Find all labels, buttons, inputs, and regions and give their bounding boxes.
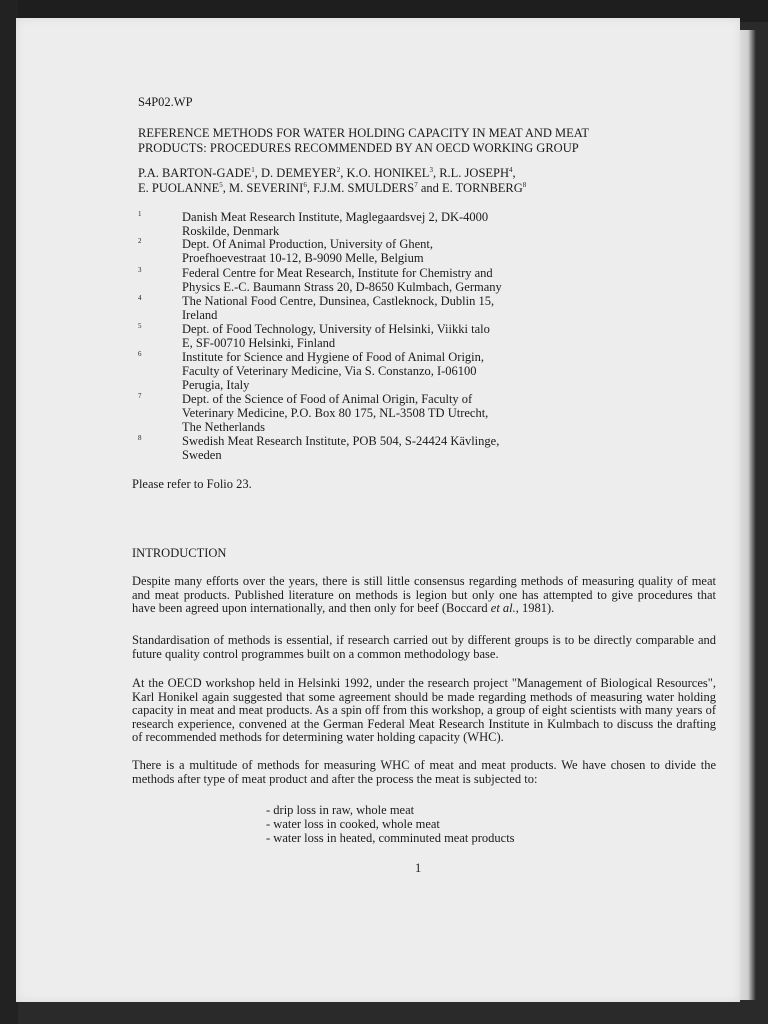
author-superscript: 7 xyxy=(414,180,418,189)
affiliation-line: Dept. of Food Technology, University of Helsinki, Viikki talo xyxy=(182,322,490,336)
affiliation-line: Sweden xyxy=(182,447,222,462)
author-superscript: 8 xyxy=(522,180,527,189)
page-content xyxy=(16,18,740,1002)
file-id: S4P02.WP xyxy=(138,95,193,109)
affiliation-text xyxy=(182,393,488,434)
paragraph-italic: et al. xyxy=(490,601,516,615)
affiliation-line: The National Food Centre, Dunsinea, Castleknock, Dublin 15, xyxy=(182,294,495,308)
author-superscript: 4 xyxy=(509,165,513,174)
author-name: E. PUOLANNE xyxy=(138,181,220,195)
author-list xyxy=(138,166,526,196)
affiliation-number: 2 xyxy=(138,237,142,245)
affiliation-line: Dept. Of Animal Production, University of Ghent, xyxy=(182,237,434,251)
author-separator: , xyxy=(512,166,516,180)
folio-note: Please refer to Folio 23. xyxy=(132,477,252,491)
affiliation-number: 5 xyxy=(138,322,142,330)
list-item: - water loss in heated, comminuted meat products xyxy=(266,831,515,845)
affiliation-number: 1 xyxy=(138,210,142,218)
author-name: , F.J.M. SMULDERS xyxy=(306,181,415,195)
author-superscript: 2 xyxy=(336,165,341,174)
affiliation-text xyxy=(182,267,502,295)
author-superscript: 1 xyxy=(251,165,255,174)
list-item: - drip loss in raw, whole meat xyxy=(266,803,415,817)
author-name: , K.O. HONIKEL xyxy=(340,166,430,180)
author-superscript: 3 xyxy=(429,165,433,174)
paragraph-text: Despite many efforts over the years, there is still little consensus regarding methods of measuring quality of meat and meat products. Published literature on methods is legion but only one has attempted to give procedures that have been agreed upon internationally, and then only for beef (Boccard xyxy=(132,574,716,615)
affiliation-line: Federal Centre for Meat Research, Institute for Chemistry and xyxy=(182,266,493,280)
author-line xyxy=(138,166,526,181)
paragraph xyxy=(132,575,716,616)
paragraph: At the OECD workshop held in Helsinki 1992, under the research project "Management of Biological Resources", Karl Honikel again suggested that some agreement should be made regarding methods of measuring water holding capacity in meat and meat products. As a spin off from this workshop, a group of eight scientists with many years of research experience, convened at the German Federal Meat Research Institute in Kulmbach to discuss the drafting of recommended methods for determining water holding capacity (WHC). xyxy=(132,676,716,744)
affiliation-line: Veterinary Medicine, P.O. Box 80 175, NL-3508 TD Utrecht, xyxy=(182,405,489,420)
affiliation-line: Proefhoevestraat 10-12, B-9090 Melle, Belgium xyxy=(182,250,424,265)
title-line: REFERENCE METHODS FOR WATER HOLDING CAPACITY IN MEAT AND MEAT xyxy=(138,126,590,140)
list-item: - water loss in cooked, whole meat xyxy=(266,817,440,831)
author-name: P.A. BARTON-GADE xyxy=(138,166,252,180)
affiliation-number: 7 xyxy=(138,392,142,400)
affiliation-text xyxy=(182,295,494,323)
affiliation-line: Danish Meat Research Institute, Maglegaardsvej 2, DK-4000 xyxy=(182,210,489,224)
affiliation-number: 4 xyxy=(138,294,142,302)
affiliation-number: 8 xyxy=(138,434,142,442)
affiliation-line: Perugia, Italy xyxy=(182,377,250,392)
author-superscript: 6 xyxy=(303,180,307,189)
affiliation-number: 6 xyxy=(138,350,142,358)
affiliation-line: The Netherlands xyxy=(182,419,265,434)
affiliation-line: Physics E.-C. Baumann Strass 20, D-8650 Kulmbach, Germany xyxy=(182,279,502,294)
affiliation-line: Swedish Meat Research Institute, POB 504, S-24424 Kävlinge, xyxy=(182,434,500,448)
paragraph: Standardisation of methods is essential, if research carried out by different groups is to be directly comparable and future quality control programmes built on a common methodology base. xyxy=(132,633,716,661)
affiliation-line: Dept. of the Science of Food of Animal Origin, Faculty of xyxy=(182,392,473,406)
document-page xyxy=(16,18,740,1002)
author-name: , D. DEMEYER xyxy=(254,166,337,180)
affiliation-text xyxy=(182,435,499,463)
document-title xyxy=(138,126,589,156)
method-list xyxy=(266,803,515,845)
author-name: , M. SEVERINI xyxy=(222,181,304,195)
paragraph-text: , 1981). xyxy=(515,601,555,615)
author-name: and E. TORNBERG xyxy=(417,181,523,195)
affiliation-text xyxy=(182,351,484,392)
page-number: 1 xyxy=(415,861,422,875)
affiliation-text xyxy=(182,238,433,266)
affiliation-line: Institute for Science and Hygiene of Food of Animal Origin, xyxy=(182,350,485,364)
author-name: , R.L. JOSEPH xyxy=(432,166,510,180)
affiliation-text xyxy=(182,323,490,351)
paragraph: There is a multitude of methods for measuring WHC of meat and meat products. We have chosen to divide the methods after type of meat product and after the process the meat is subjected to: xyxy=(132,758,716,786)
affiliation-line: Roskilde, Denmark xyxy=(182,223,280,238)
title-line: PRODUCTS: PROCEDURES RECOMMENDED BY AN OECD WORKING GROUP xyxy=(138,141,579,155)
affiliation-line: Ireland xyxy=(182,307,218,322)
section-heading: INTRODUCTION xyxy=(132,546,227,560)
author-superscript: 5 xyxy=(219,180,223,189)
affiliation-number: 3 xyxy=(138,266,142,274)
affiliation-text xyxy=(182,211,488,239)
affiliation-line: E, SF-00710 Helsinki, Finland xyxy=(182,335,336,350)
author-line xyxy=(138,181,526,196)
affiliation-line: Faculty of Veterinary Medicine, Via S. Constanzo, I-06100 xyxy=(182,363,477,378)
